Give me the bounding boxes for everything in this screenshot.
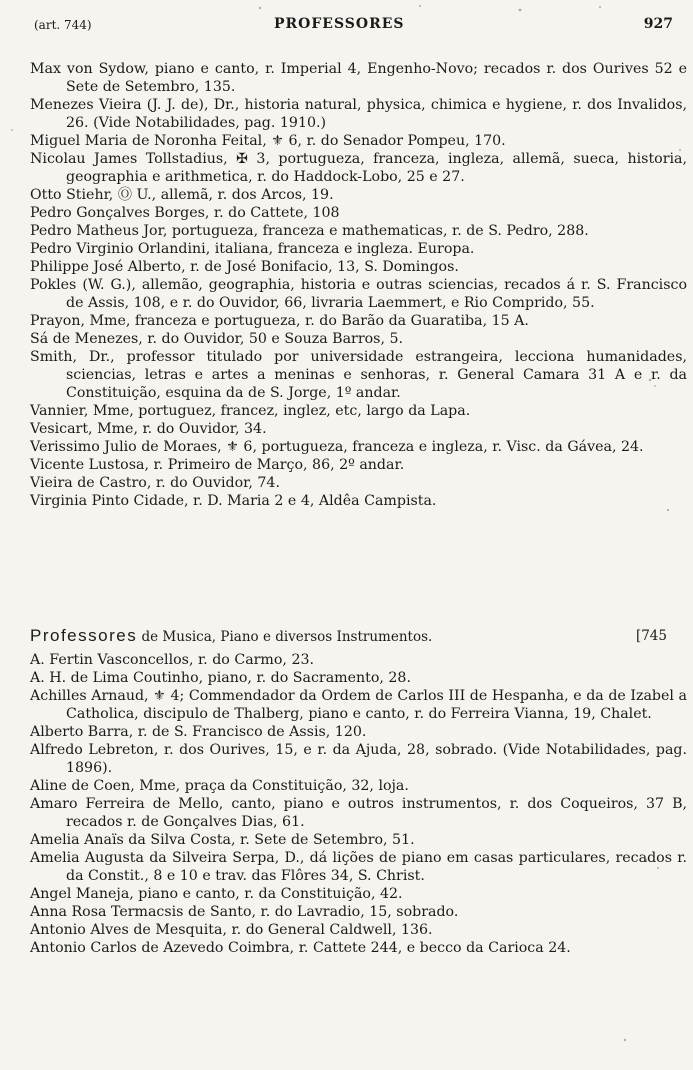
list-item: Anna Rosa Termacsis de Santo, r. do Lavradio, 15, sobrado. bbox=[30, 904, 459, 920]
list-item: Pedro Virginio Orlandini, italiana, franceza e ingleza. Europa. bbox=[30, 241, 475, 257]
list-item: Nicolau James Tollstadius, ✠ 3, portugueza, franceza, ingleza, allemã, sueca, historia, geographia e arithmetica, r. do Haddock-Lobo, 25 e 27. bbox=[30, 151, 687, 185]
article-number: [745 bbox=[635, 628, 667, 644]
list-item: Aline de Coen, Mme, praça da Constituição, 32, loja. bbox=[30, 778, 409, 794]
section-subtitle: de Musica, Piano e diversos Instrumentos. bbox=[141, 629, 433, 645]
list-item: Vannier, Mme, portuguez, francez, inglez, etc, largo da Lapa. bbox=[30, 403, 471, 419]
list-item: Achilles Arnaud, ⚜ 4; Commendador da Ordem de Carlos III de Hespanha, e da de Izabel a Catholica, discipulo de Thalberg, piano e canto, r. do Ferreira Vianna, 19, Chalet. bbox=[30, 688, 687, 722]
teachers-list bbox=[30, 60, 687, 510]
section-title: Professores bbox=[30, 626, 138, 645]
list-item: Verissimo Julio de Moraes, ⚜ 6, portugueza, franceza e ingleza, r. Visc. da Gávea, 24. bbox=[30, 439, 644, 455]
page-number: 927 bbox=[643, 16, 673, 32]
list-item: Pedro Gonçalves Borges, r. do Cattete, 108 bbox=[30, 205, 340, 221]
list-item: Alfredo Lebreton, r. dos Ourives, 15, e r. da Ajuda, 28, sobrado. (Vide Notabilidades, pag. 1896). bbox=[30, 742, 687, 776]
list-item: Vesicart, Mme, r. do Ouvidor, 34. bbox=[30, 421, 267, 437]
list-item: Smith, Dr., professor titulado por universidade estrangeira, lecciona humanidades, sciencias, letras e artes a meninas e senhoras, r. General Camara 31 A e r. da Constituição, esquina da de S. Jorge, 1º andar. bbox=[30, 349, 687, 401]
page-header bbox=[34, 14, 683, 36]
list-item: Antonio Alves de Mesquita, r. do General Caldwell, 136. bbox=[30, 922, 433, 938]
list-item: Max von Sydow, piano e canto, r. Imperial 4, Engenho-Novo; recados r. dos Ourives 52 e Sete de Setembro, 135. bbox=[30, 61, 687, 95]
list-item: Vicente Lustosa, r. Primeiro de Março, 86, 2º andar. bbox=[30, 457, 405, 473]
list-item: Angel Maneja, piano e canto, r. da Constituição, 42. bbox=[30, 886, 403, 902]
article-ref: (art. 744) bbox=[34, 18, 92, 32]
list-item: Sá de Menezes, r. do Ouvidor, 50 e Souza Barros, 5. bbox=[30, 331, 404, 347]
list-item: Otto Stiehr, Ⓞ U., allemã, r. dos Arcos, 19. bbox=[30, 187, 334, 203]
list-item: Prayon, Mme, franceza e portugueza, r. do Barão da Guaratiba, 15 A. bbox=[30, 313, 529, 329]
list-item: Amaro Ferreira de Mello, canto, piano e outros instrumentos, r. dos Coqueiros, 37 B, recados r. de Gonçalves Dias, 61. bbox=[30, 796, 687, 830]
list-item: Vieira de Castro, r. do Ouvidor, 74. bbox=[30, 475, 280, 491]
list-item: Menezes Vieira (J. J. de), Dr., historia natural, physica, chimica e hygiene, r. dos Invalidos, 26. (Vide Notabilidades, pag. 1910.) bbox=[30, 97, 687, 131]
list-item: Antonio Carlos de Azevedo Coimbra, r. Cattete 244, e becco da Carioca 24. bbox=[30, 940, 571, 956]
list-item: A. Fertin Vasconcellos, r. do Carmo, 23. bbox=[30, 652, 315, 668]
list-item: Virginia Pinto Cidade, r. D. Maria 2 e 4, Aldêa Campista. bbox=[30, 493, 437, 509]
list-item: Pedro Matheus Jor, portugueza, franceza e mathematicas, r. de S. Pedro, 288. bbox=[30, 223, 589, 239]
list-item: Miguel Maria de Noronha Feital, ⚜ 6, r. do Senador Pompeu, 170. bbox=[30, 133, 506, 149]
page-title: PROFESSORES bbox=[274, 16, 405, 32]
list-item: Amelia Augusta da Silveira Serpa, D., dá lições de piano em casas particulares, recados r. da Constit., 8 e 10 e trav. das Flôres 34, S. Christ. bbox=[30, 850, 687, 884]
list-item: A. H. de Lima Coutinho, piano, r. do Sacramento, 28. bbox=[30, 670, 411, 686]
list-item: Pokles (W. G.), allemão, geographia, historia e outras sciencias, recados á r. S. Francisco de Assis, 108, e r. do Ouvidor, 66, livraria Laemmert, e Rio Comprido, 55. bbox=[30, 277, 687, 311]
list-item: Amelia Anaïs da Silva Costa, r. Sete de Setembro, 51. bbox=[30, 832, 415, 848]
list-item: Alberto Barra, r. de S. Francisco de Assis, 120. bbox=[30, 724, 367, 740]
section-heading bbox=[30, 626, 687, 647]
list-item: Philippe José Alberto, r. de José Bonifacio, 13, S. Domingos. bbox=[30, 259, 459, 275]
music-teachers-section bbox=[30, 626, 687, 957]
